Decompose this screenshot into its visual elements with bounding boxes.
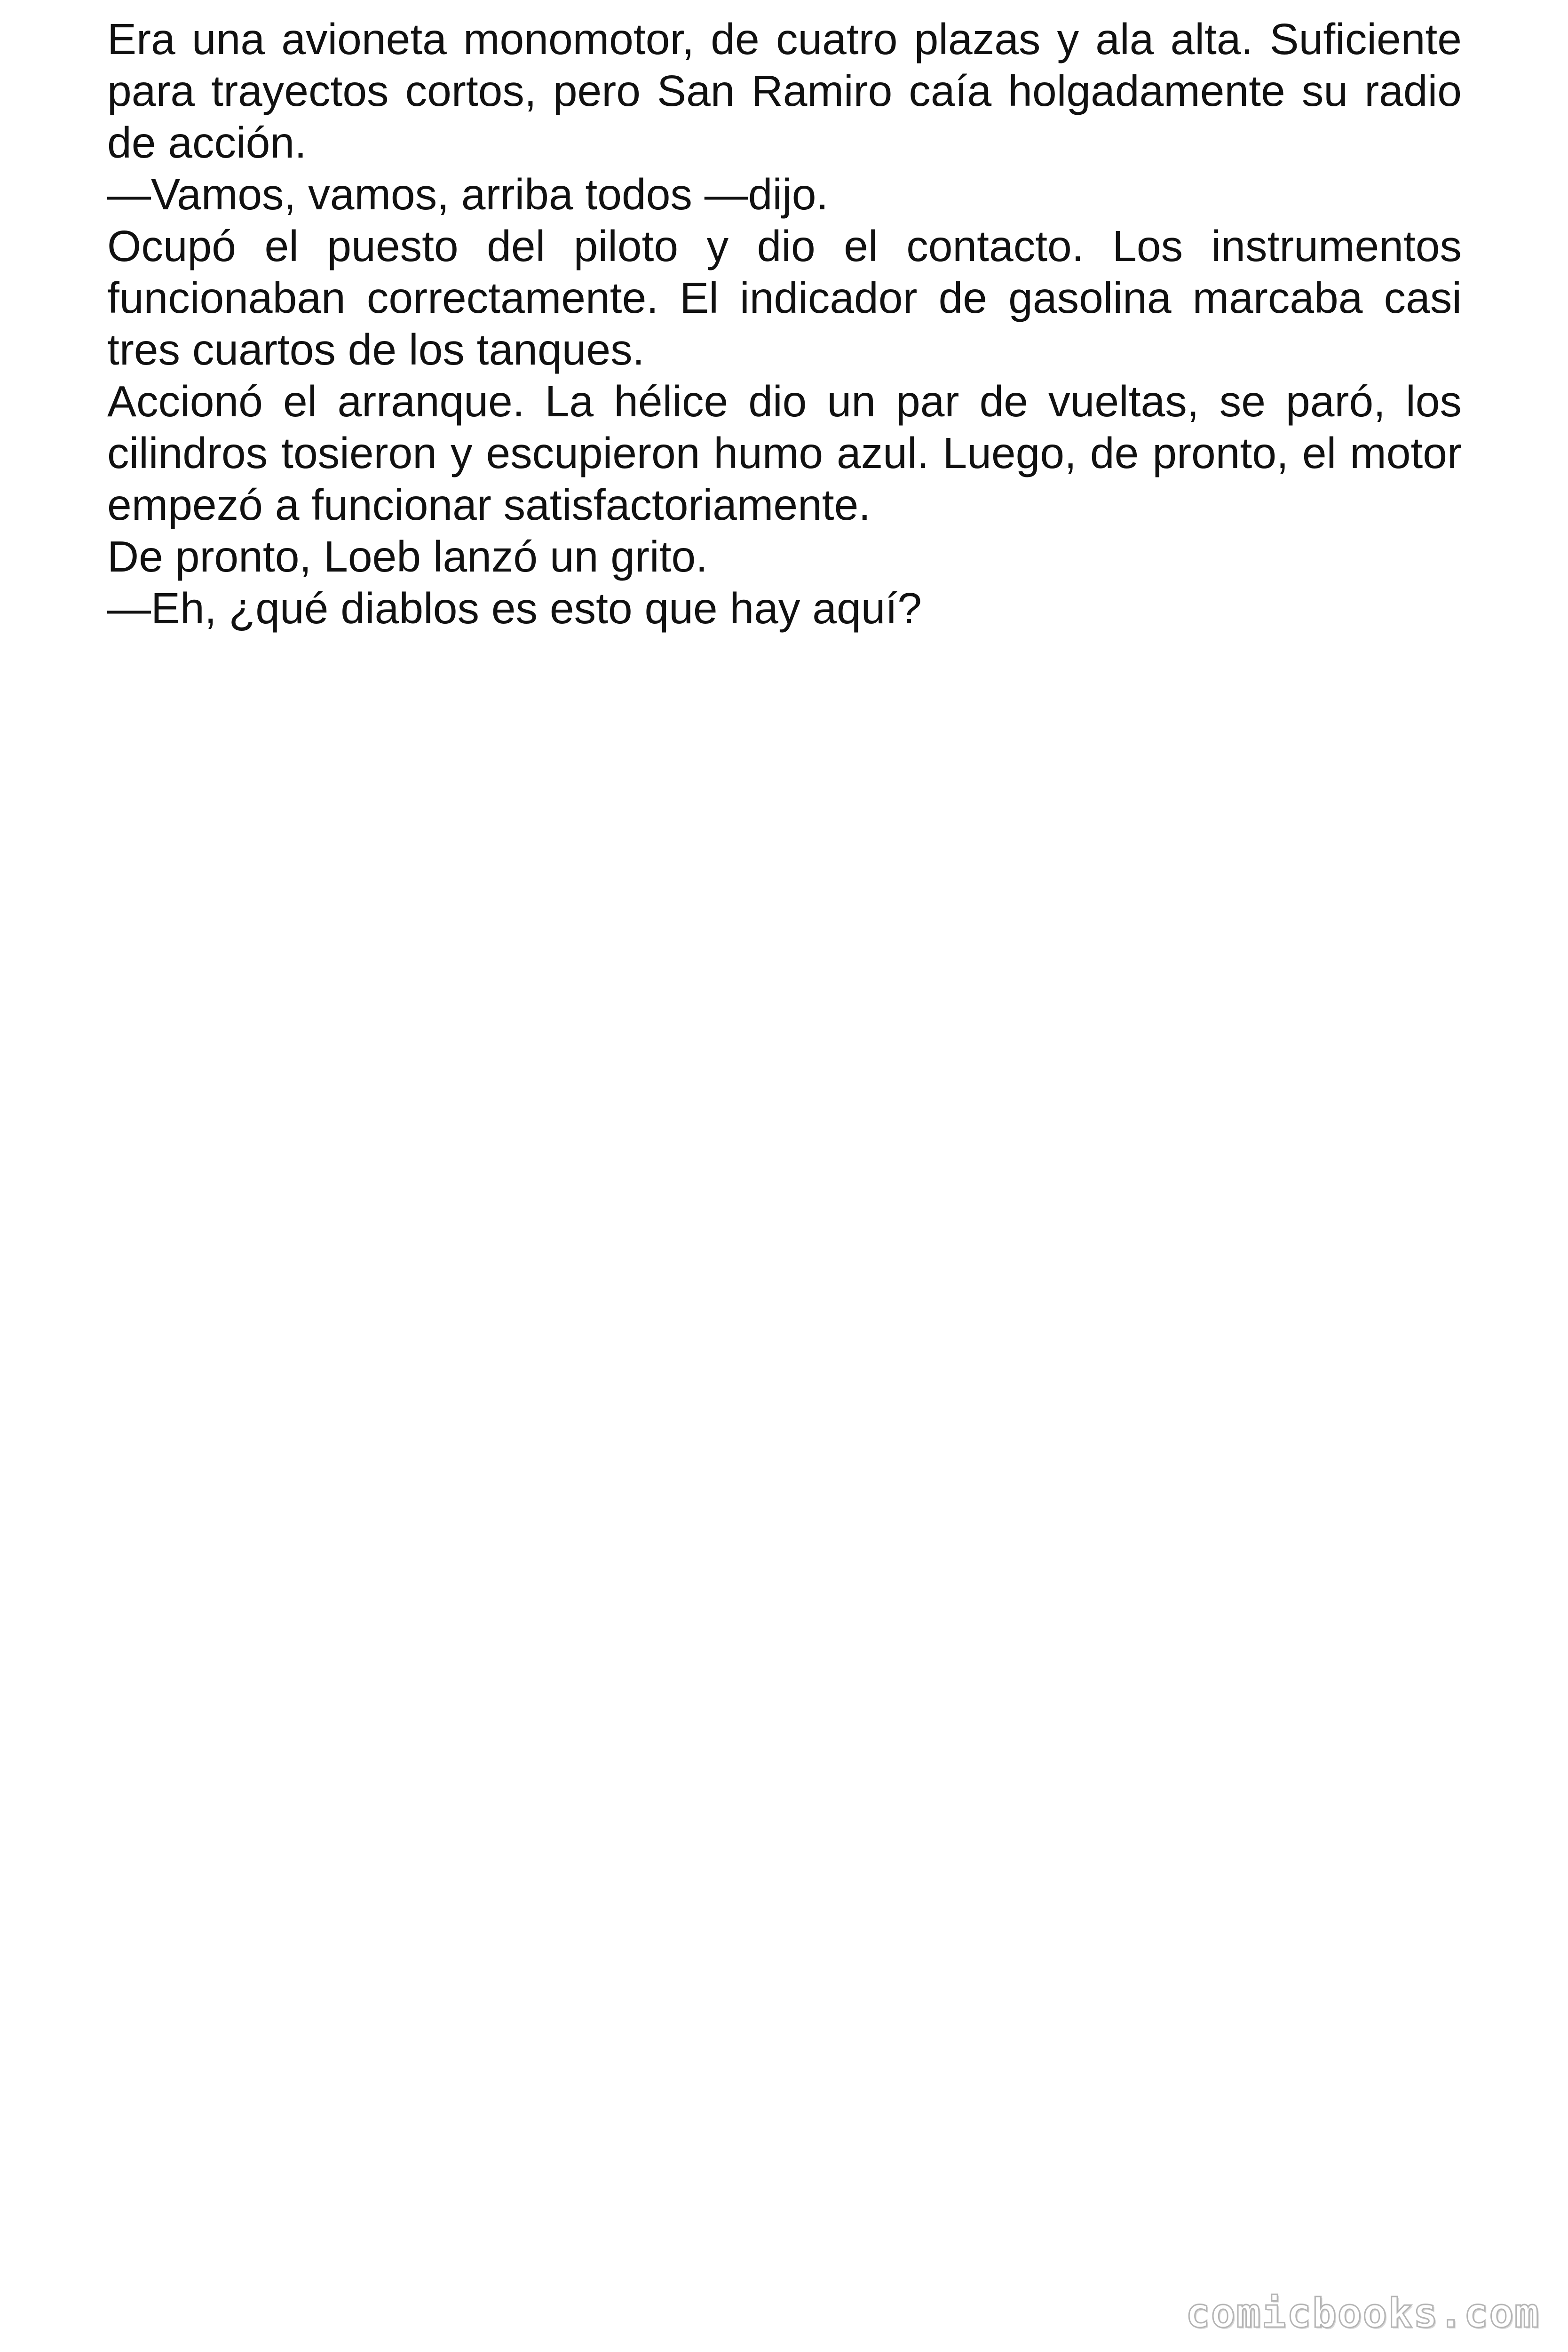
paragraph: De pronto, Loeb lanzó un grito. bbox=[107, 532, 708, 581]
paragraph: Era una avioneta monomotor, de cuatro plazas y ala alta. Suficiente para trayectos cortos, pero San Ramiro caía holgadamente su radio de acción. bbox=[107, 15, 1462, 167]
body-text bbox=[107, 13, 1462, 634]
paragraph: Ocupó el puesto del piloto y dio el contacto. Los instrumentos funcionaban correctamente. El indicador de gasolina marcaba casi tres cuartos de los tanques. bbox=[107, 222, 1462, 374]
paragraph: —Eh, ¿qué diablos es esto que hay aquí? bbox=[107, 584, 922, 633]
watermark-text: comicbooks.com bbox=[1186, 2290, 1540, 2337]
paragraph: —Vamos, vamos, arriba todos —dijo. bbox=[107, 170, 829, 219]
paragraph: Accionó el arranque. La hélice dio un par de vueltas, se paró, los cilindros tosieron y escupieron humo azul. Luego, de pronto, el motor empezó a funcionar satisfactoriamente. bbox=[107, 377, 1462, 529]
